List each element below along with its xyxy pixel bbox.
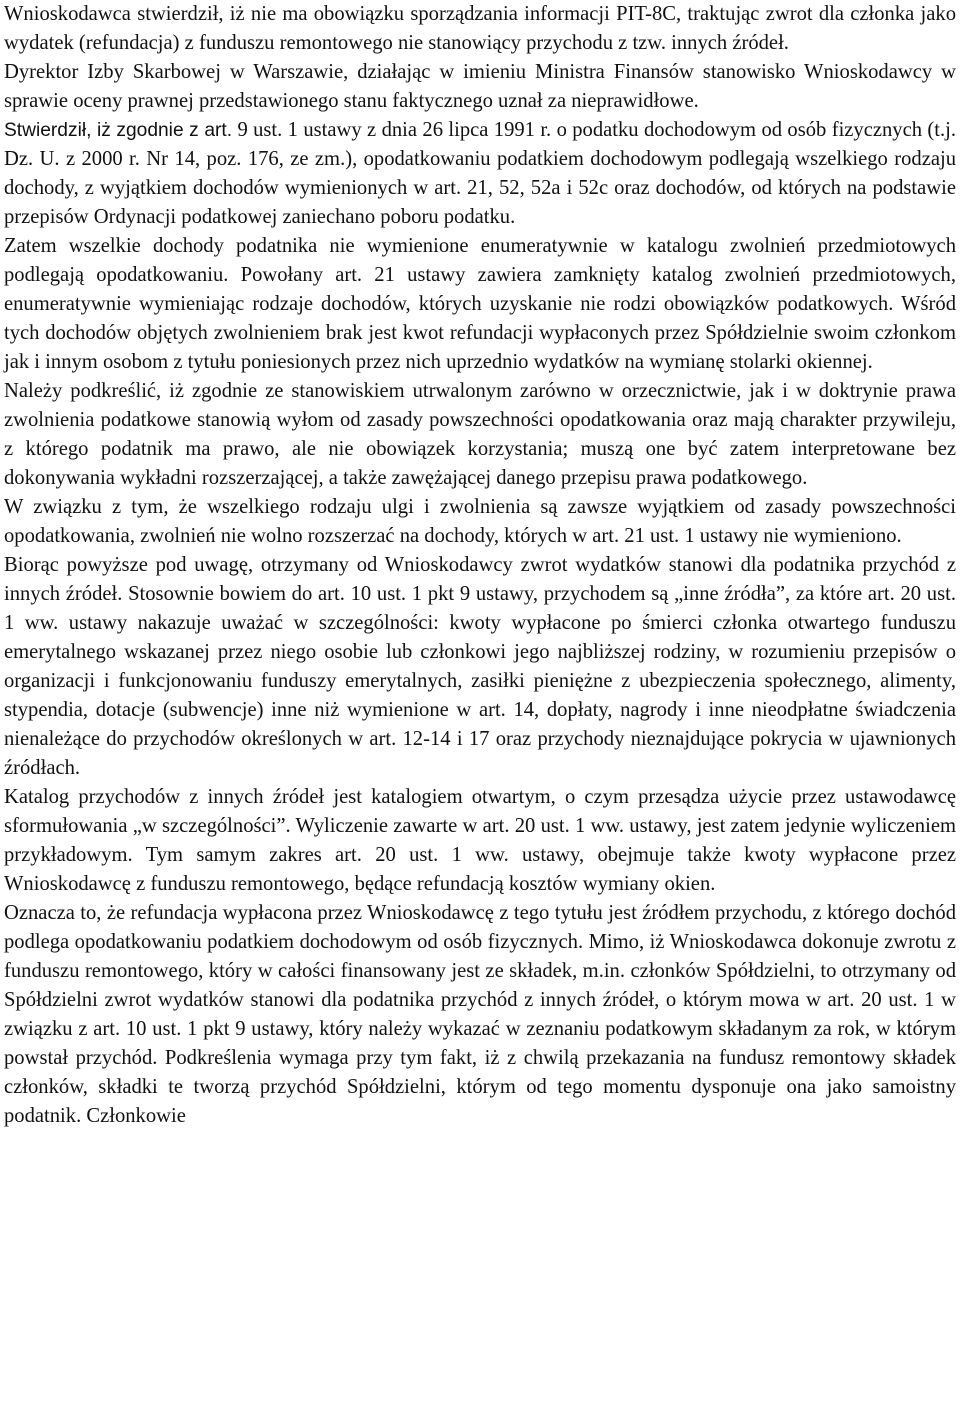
paragraph-refund-income — [4, 899, 956, 1131]
paragraph-text: Należy podkreślić, iż zgodnie ze stanowiskiem utrwalonym zarówno w orzecznictwie, jak i w doktrynie prawa zwolnienia podatkowe stanowią wyłom od zasady powszechności opodatkowania oraz mają charakter przywileju, z którego podatnik ma prawo, ale nie obowiązek korzystania; muszą one być zatem interpretowane bez dokonywania wykładni rozszerzającej, a także zawężającej danego przepisu prawa podatkowego. — [4, 380, 956, 489]
paragraph-no-extension — [4, 493, 956, 551]
paragraph-text: Katalog przychodów z innych źródeł jest katalogiem otwartym, o czym przesądza użycie przez ustawodawcę sformułowania „w szczególności”. Wyliczenie zawarte w art. 20 ust. 1 ww. ustawy, jest zatem jedynie wyliczeniem przykładowym. Tym samym zakres art. 20 ust. 1 ww. ustawy, obejmuje także kwoty wypłacone przez Wnioskodawcę z funduszu remontowego, będące refundacją kosztów wymiany okien. — [4, 786, 956, 895]
paragraph-text: Zatem wszelkie dochody podatnika nie wymienione enumeratywnie w katalogu zwolnień przedmiotowych podlegają opodatkowaniu. Powołany art. 21 ustawy zawiera zamknięty katalog zwolnień przedmiotowych, enumeratywnie wymieniając rodzaje dochodów, których uzyskanie nie rodzi obowiązków podatkowych. Wśród tych dochodów objętych zwolnieniem brak jest kwot refundacji wypłaconych przez Spółdzielnie swoim członkom jak i innym osobom z tytułu poniesionych przez nich uprzednio wydatków na wymianę stolarki okiennej. — [4, 235, 956, 373]
paragraph-director-decision — [4, 58, 956, 116]
paragraph-legal-basis — [4, 116, 956, 232]
paragraph-text: W związku z tym, że wszelkiego rodzaju ulgi i zwolnienia są zawsze wyjątkiem od zasady powszechności opodatkowania, zwolnień nie wolno rozszerzać na dochody, których w art. 21 ust. 1 ustawy nie wymieniono. — [4, 496, 956, 547]
paragraph-other-sources — [4, 551, 956, 783]
document-body — [4, 0, 956, 1131]
paragraph-text: 9 ust. 1 ustawy z dnia 26 lipca 1991 r. o podatku dochodowym od osób fizycznych (t.j. Dz. U. z 2000 r. Nr 14, poz. 176, ze zm.), opodatkowaniu podatkiem dochodowym podlegają wszelkiego rodzaju dochody, z wyjątkiem dochodów wymienionych w art. 21, 52, 52a i 52c oraz dochodów, od których na podstawie przepisów Ordynacji podatkowej zaniechano poboru podatku. — [4, 119, 957, 228]
paragraph-exemptions-catalog — [4, 232, 956, 377]
paragraph-open-catalog — [4, 783, 956, 899]
paragraph-applicant-statement — [4, 0, 956, 58]
paragraph-exemptions-interpretation — [4, 377, 956, 493]
paragraph-text: Oznacza to, że refundacja wypłacona przez Wnioskodawcę z tego tytułu jest źródłem przychodu, z którego dochód podlega opodatkowaniu podatkiem dochodowym od osób fizycznych. Mimo, iż Wnioskodawca dokonuje zwrotu z funduszu remontowego, który w całości finansowany jest ze składek, m.in. członków Spółdzielni, to otrzymany od Spółdzielni zwrot wydatków stanowi dla podatnika przychód z innych źródeł, o którym mowa w art. 20 ust. 1 w związku z art. 10 ust. 1 pkt 9 ustawy, który należy wykazać w zeznaniu podatkowym składanym za rok, w którym powstał przychód. Podkreślenia wymaga przy tym fakt, iż z chwilą przekazania na fundusz remontowy składek członków, składki te tworzą przychód Spółdzielni, którym od tego momentu dysponuje ona jako samoistny podatnik. Członkowie — [4, 902, 956, 1127]
paragraph-text-lead: Stwierdził, iż zgodnie z art. — [4, 120, 233, 141]
paragraph-text: Wnioskodawca stwierdził, iż nie ma obowiązku sporządzania informacji PIT-8C, traktując zwrot dla członka jako wydatek (refundacja) z funduszu remontowego nie stanowiący przychodu z tzw. innych źródeł. — [4, 3, 956, 54]
paragraph-text: Dyrektor Izby Skarbowej w Warszawie, działając w imieniu Ministra Finansów stanowisko Wnioskodawcy w sprawie oceny prawnej przedstawionego stanu faktycznego uznał za nieprawidłowe. — [4, 61, 956, 112]
paragraph-text: Biorąc powyższe pod uwagę, otrzymany od Wnioskodawcy zwrot wydatków stanowi dla podatnika przychód z innych źródeł. Stosownie bowiem do art. 10 ust. 1 pkt 9 ustawy, przychodem są „inne źródła”, za które art. 20 ust. 1 ww. ustawy nakazuje uważać w szczególności: kwoty wypłacone po śmierci członka otwartego funduszu emerytalnego wskazanej przez niego osobie lub członkowi jego najbliższej rodziny, w rozumieniu przepisów o organizacji i funkcjonowaniu funduszy emerytalnych, zasiłki pieniężne z ubezpieczenia społecznego, alimenty, stypendia, dotacje (subwencje) inne niż wymienione w art. 14, dopłaty, nagrody i inne nieodpłatne świadczenia nienależące do przychodów określonych w art. 12-14 i 17 oraz przychody nieznajdujące pokrycia w ujawnionych źródłach. — [4, 554, 956, 779]
